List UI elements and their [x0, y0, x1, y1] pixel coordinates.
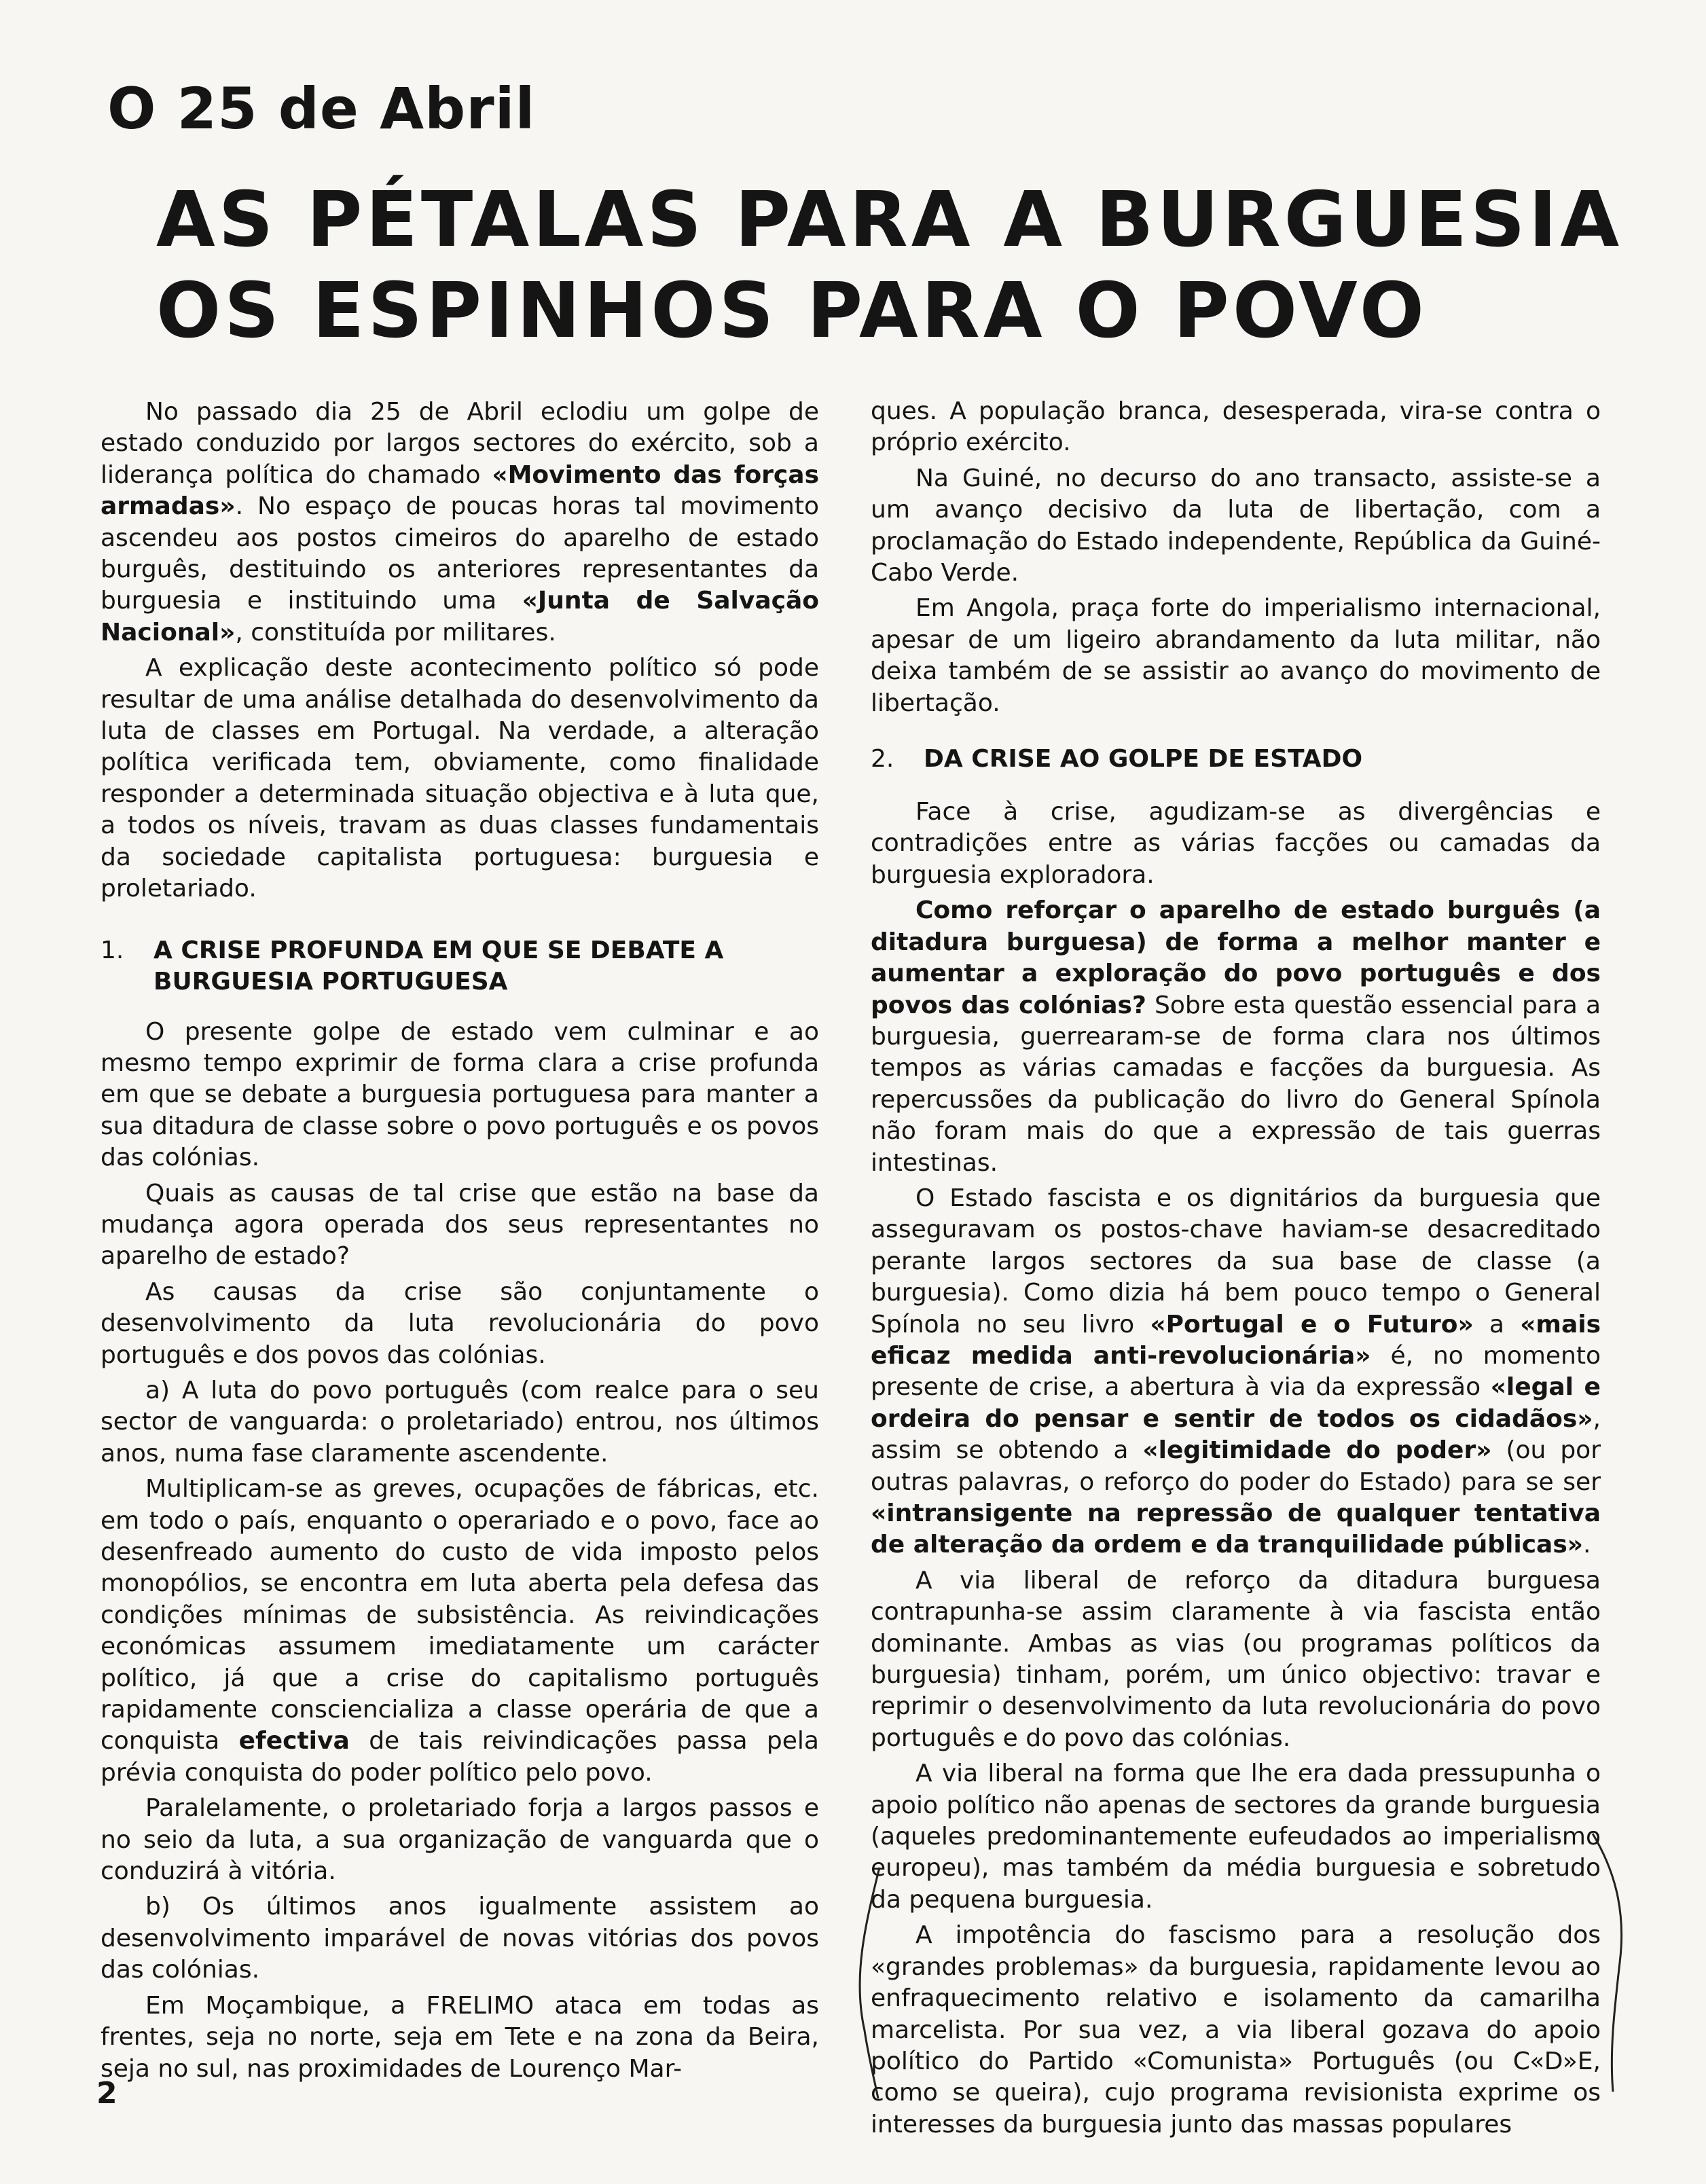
left-paragraph-10: Em Moçambique, a FRELIMO ataca em todas as frentes, seja no norte, seja em Tete e na zona da Beira, seja no sul, nas proximidades de Lourenço Mar-	[101, 1991, 819, 2083]
left-paragraph-8: Paralelamente, o proletariado forja a largos passos e no seio da luta, a sua organização de vanguarda que o conduzirá à vitória.	[101, 1794, 819, 1886]
right-paragraph-1: ques. A população branca, desesperada, vira-se contra o próprio exército.	[871, 397, 1601, 457]
page-number: 2	[96, 2076, 117, 2111]
left-paragraph-6: a) A luta do povo português (com realce para o seu sector de vanguarda: o proletariado) entrou, nos últimos anos, numa fase claramente ascendente.	[101, 1376, 819, 1468]
section-1-number: 1.	[101, 936, 124, 964]
right-paragraph-3: Em Angola, praça forte do imperialismo internacional, apesar de um ligeiro abrandamento da luta militar, não deixa também de se assistir ao avanço do movimento de libertação.	[871, 594, 1601, 717]
right-paragraph-9: A impotência do fascismo para a resolução dos «grandes problemas» da burguesia, rapidamente levou ao enfraquecimento relativo e isolamento da camarilha marcelista. Por sua vez, a via liberal gozava do apoio político do Partido «Comunista» Português (ou C«D»E, como se queira), cujo programa revisionista exprime os interesses da burguesia junto das massas populares	[871, 1921, 1601, 2138]
section-2-title: DA CRISE AO GOLPE DE ESTADO	[924, 745, 1363, 774]
right-paragraph-2: Na Guiné, no decurso do ano transacto, assiste-se a um avanço decisivo da luta de libertação, com a proclamação do Estado independente, República da Guiné-Cabo Verde.	[871, 464, 1601, 587]
right-paragraph-6: O Estado fascista e os dignitários da burguesia que asseguravam os postos-chave haviam-se desacreditado perante largos sectores da sua base de classe (a burguesia). Como dizia há bem pouco tempo o General Spínola no seu livro «Portugal e o Futuro» a «mais eficaz medida anti-revolucionária» é, no momento presente de crise, a abertura à via da expressão «legal e ordeira do pensar e sentir de todos os cidadãos», assim se obtendo a «legitimidade do poder» (ou por outras palavras, o reforço do poder do Estado) para se ser «intransigente na repressão de qualquer tentativa de alteração da ordem e da tranquilidade públicas».	[871, 1184, 1601, 1559]
left-paragraph-5: As causas da crise são conjuntamente o desenvolvimento da luta revolucionária do povo português e dos povos das colónias.	[101, 1277, 819, 1369]
headline-line-2: OS ESPINHOS PARA O POVO	[156, 267, 1428, 355]
right-paragraph-4: Face à crise, agudizam-se as divergências e contradições entre as várias facções ou camadas da burguesia exploradora.	[871, 798, 1601, 889]
left-paragraph-9: b) Os últimos anos igualmente assistem ao desenvolvimento imparável de novas vitórias dos povos das colónias.	[101, 1893, 819, 1984]
left-paragraph-7: Multiplicam-se as greves, ocupações de fábricas, etc. em todo o país, enquanto o operariado e o povo, face ao desenfreado aumento do custo de vida imposto pelos monopólios, se encontra em luta aberta pela defesa das condições mínimas de subsistência. As reivindicações económicas assumem imediatamente um carácter político, já que a crise do capitalismo português rapidamente consciencializa a classe operária de que a conquista efectiva de tais reivindicações passa pela prévia conquista do poder político pelo povo.	[101, 1475, 819, 1787]
left-paragraph-1: No passado dia 25 de Abril eclodiu um golpe de estado conduzido por largos sectores do exército, sob a liderança política do chamado «Movimento das forças armadas». No espaço de poucas horas tal movimento ascendeu aos postos cimeiros do aparelho de estado burguês, destituindo os anteriores representantes da burguesia e instituindo uma «Junta de Salvação Nacional», constituída por militares.	[101, 398, 819, 647]
left-paragraph-3: O presente golpe de estado vem culminar e ao mesmo tempo exprimir de forma clara a crise profunda em que se debate a burguesia portuguesa para manter a sua ditadura de classe sobre o povo português e os povos das colónias.	[101, 1017, 819, 1172]
left-paragraph-2: A explicação deste acontecimento político só pode resultar de uma análise detalhada do desenvolvimento da luta de classes em Portugal. Na verdade, a alteração política verificada tem, obviamente, como finalidade responder a determinada situação objectiva e à luta que, a todos os níveis, travam as duas classes fundamentais da sociedade capitalista portuguesa: burguesia e proletariado.	[101, 654, 819, 903]
section-1-title: A CRISE PROFUNDA EM QUE SE DEBATE A BURGUESIA PORTUGUESA	[153, 936, 724, 996]
section-2-number: 2.	[871, 745, 894, 774]
section-2-heading	[871, 744, 1601, 775]
headline-line-1: AS PÉTALAS PARA A BURGUESIA	[156, 176, 1623, 264]
section-1-heading	[101, 935, 819, 998]
handwritten-bracket-mark	[839, 1827, 1640, 2112]
left-column	[101, 397, 819, 2089]
left-paragraph-4: Quais as causas de tal crise que estão na base da mudança agora operada dos seus representantes no aparelho de estado?	[101, 1179, 819, 1271]
right-paragraph-8: A via liberal na forma que lhe era dada pressupunha o apoio político não apenas de sectores da grande burguesia (aqueles predominantemente eufeudados ao imperialismo europeu), mas também da média burguesia e sobretudo da pequena burguesia.	[871, 1760, 1601, 1914]
right-paragraph-7: A via liberal de reforço da ditadura burguesa contrapunha-se assim claramente à via fascista então dominante. Ambas as vias (ou programas políticos da burguesia) tinham, porém, um único objectivo: travar e reprimir o desenvolvimento da luta revolucionária do povo português e do povo das colónias.	[871, 1566, 1601, 1752]
right-paragraph-5: Como reforçar o aparelho de estado burguês (a ditadura burguesa) de forma a melhor manter e aumentar a exploração do povo português e dos povos das colónias? Sobre esta questão essencial para a burguesia, guerrearam-se de forma clara nos últimos tempos as várias camadas e facções da burguesia. As repercussões da publicação do livro do General Spínola não foram mais do que a expressão de tais guerras intestinas.	[871, 896, 1601, 1177]
kicker-title: O 25 de Abril	[107, 75, 536, 142]
